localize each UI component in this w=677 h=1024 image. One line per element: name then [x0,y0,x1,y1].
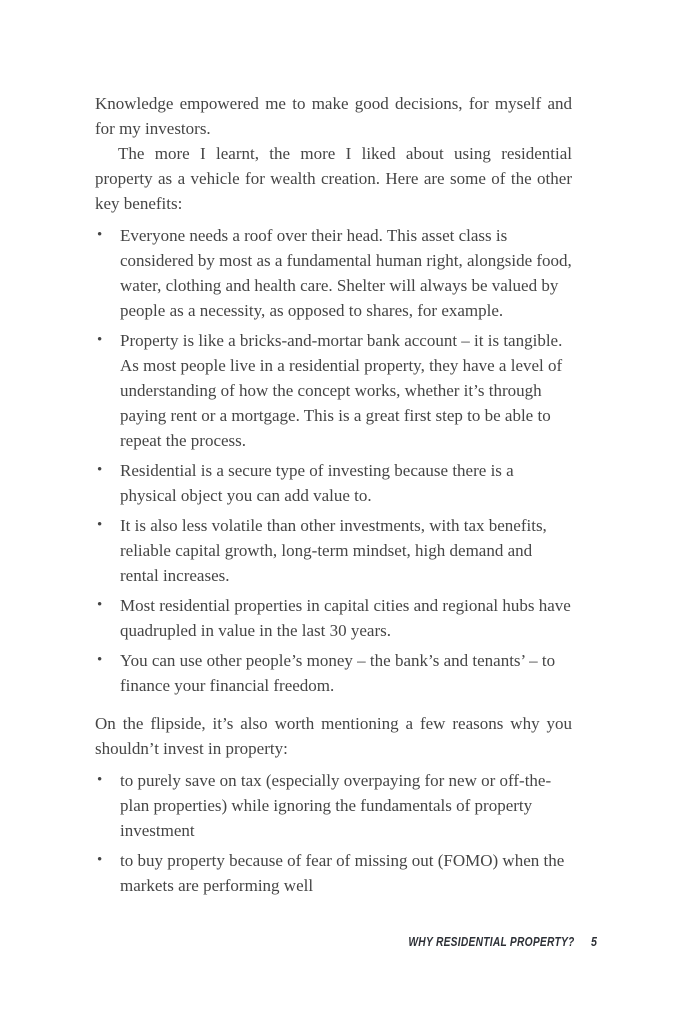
bullet-icon: • [97,462,103,478]
list-item-text: Most residential properties in capital cities and regional hubs have quadrupled in value in the last 30 years. [120,596,571,640]
bullet-icon: • [97,597,103,613]
list-item-text: Property is like a bricks-and-mortar bank account – it is tangible. As most people live in a residential property, they have a level of understanding of how the concept works, whether it’s through paying rent or a mortgage. This is a great first step to be able to repeat the process. [120,331,563,450]
page-footer [408,934,597,949]
list-item [95,458,572,508]
paragraph-knowledge: Knowledge empowered me to make good decisions, for myself and for my investors. [95,94,572,138]
list-item-text: You can use other people’s money – the bank’s and tenants’ – to finance your financial freedom. [120,651,556,695]
list-item-text: to buy property because of fear of missing out (FOMO) when the markets are performing well [120,851,565,895]
list-item [95,513,572,588]
page-content [95,91,572,905]
list-item-text: Everyone needs a roof over their head. This asset class is considered by most as a fundamental human right, alongside food, water, clothing and health care. Shelter will always be valued by people as a necessity, as opposed to shares, for example. [120,226,572,320]
benefits-list [95,223,572,698]
list-item-text: It is also less volatile than other investments, with tax benefits, reliable capital growth, long-term mindset, high demand and rental increases. [120,516,547,585]
list-item [95,848,572,898]
running-header: WHY RESIDENTIAL PROPERTY? [408,935,575,949]
list-item [95,648,572,698]
paragraph-flipside-intro: On the flipside, it’s also worth mentioning a few reasons why you shouldn’t invest in property: [95,714,572,758]
cautions-list [95,768,572,898]
paragraph-benefits-intro: The more I learnt, the more I liked about using residential property as a vehicle for wealth creation. Here are some of the other key benefits: [95,144,572,213]
bullet-icon: • [97,772,103,788]
list-item-text: Residential is a secure type of investing because there is a physical object you can add value to. [120,461,514,505]
bullet-icon: • [97,227,103,243]
list-item [95,768,572,843]
list-item [95,223,572,323]
bullet-icon: • [97,517,103,533]
bullet-icon: • [97,652,103,668]
page-number: 5 [591,934,597,949]
bullet-icon: • [97,852,103,868]
list-item [95,328,572,453]
list-item [95,593,572,643]
list-item-text: to purely save on tax (especially overpaying for new or off-the-plan properties) while ignoring the fundamentals of property investment [120,771,552,840]
bullet-icon: • [97,332,103,348]
